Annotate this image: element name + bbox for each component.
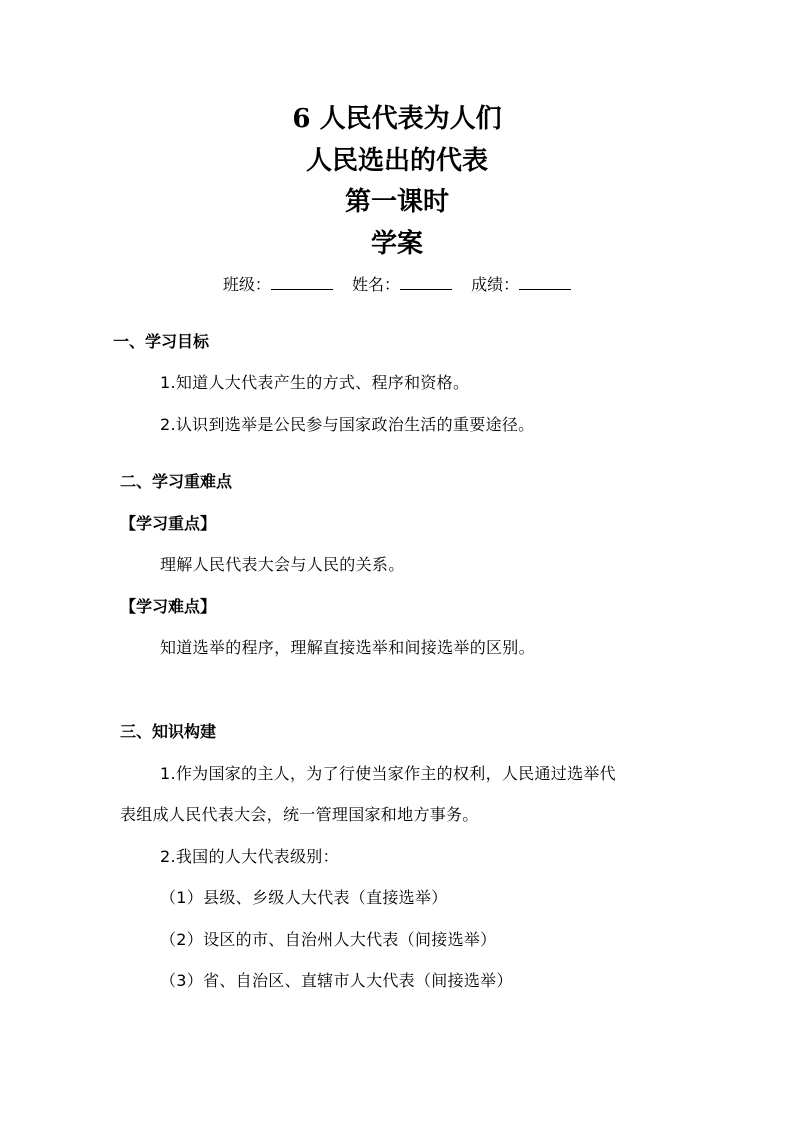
page-title-line3: 第一课时 <box>344 187 449 217</box>
name-blank[interactable] <box>400 272 452 290</box>
score-blank[interactable] <box>519 272 571 290</box>
class-blank[interactable] <box>271 272 333 290</box>
page-title-line1: 6 人民代表为人们 <box>292 104 502 134</box>
level-item-1: （1）县级、乡级人大代表（直接选举） <box>160 888 448 907</box>
page-title-line2: 人民选出的代表 <box>305 146 488 176</box>
knowledge-item-2: 2.我国的人大代表级别： <box>160 847 339 866</box>
key-point-text: 理解人民代表大会与人民的关系。 <box>160 555 405 574</box>
difficult-point-label: 【学习难点】 <box>120 597 217 616</box>
difficult-point-text: 知道选举的程序，理解直接选举和间接选举的区别。 <box>160 638 535 657</box>
name-label: 姓名： <box>351 275 400 294</box>
page-title-line4: 学案 <box>370 229 423 259</box>
goal-item-1: 1.知道人大代表产生的方式、程序和资格。 <box>160 373 470 392</box>
level-item-3: （3）省、自治区、直辖市人大代表（间接选举） <box>160 971 513 990</box>
knowledge-item-1-line2: 表组成人民代表大会，统一管理国家和地方事务。 <box>120 805 479 824</box>
level-item-2: （2）设区的市、自治州人大代表（间接选举） <box>160 930 497 949</box>
section2-heading: 二、学习重难点 <box>120 472 233 491</box>
section3-heading: 三、知识构建 <box>120 722 217 741</box>
knowledge-item-1-line1: 1.作为国家的主人，为了行使当家作主的权利，人民通过选举代 <box>160 764 616 783</box>
class-label: 班级： <box>222 275 271 294</box>
score-label: 成绩： <box>471 275 520 294</box>
goal-item-2: 2.认识到选举是公民参与国家政治生活的重要途径。 <box>160 415 535 434</box>
key-point-label: 【学习重点】 <box>120 514 217 533</box>
student-info-row <box>0 272 794 297</box>
section1-heading: 一、学习目标 <box>113 332 210 351</box>
